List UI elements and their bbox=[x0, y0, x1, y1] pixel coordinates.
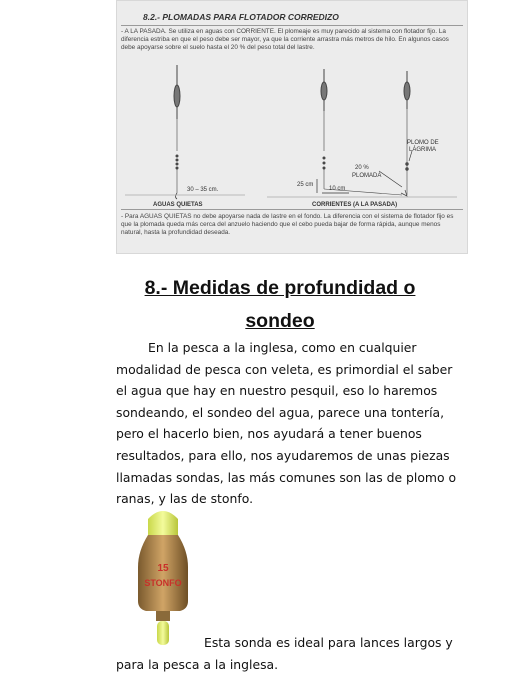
sonda-tip bbox=[148, 511, 178, 535]
label-plomada: PLOMADA bbox=[352, 173, 382, 179]
sonda-label-stonfo: STONFO bbox=[144, 578, 182, 588]
caption-text: Esta sonda es ideal para lances largos y para la pesca a la inglesa. bbox=[116, 635, 453, 672]
sonda-caption bbox=[116, 632, 461, 675]
diagram-section-title: 8.2.- PLOMADAS PARA FLOTADOR CORREDIZO bbox=[143, 12, 339, 22]
section-heading bbox=[120, 272, 440, 338]
caption-corrientes: CORRIENTES (A LA PASADA) bbox=[312, 202, 398, 208]
diagram-outro-text: - Para AGUAS QUIETAS no debe apoyarse nada de lastre en el fondo. La diferencia con el sistema de flotador fijo es que la plomada queda más cerca del anzuelo haciendo que el cebo pueda bajar de forma rápida, aunque menos natural, hasta la profundidad deseada. bbox=[121, 213, 454, 236]
diagram-intro-text: - A LA PASADA. Se utiliza en aguas con CORRIENTE. El plomeaje es muy parecido al sistema con flotador fijo. La diferencia estriba en que el peso debe ser mayor, ya que la corriente arrastra más metros de hilo. En algunos casos debe apoyarse sobre el suelo hasta el 20 % del peso total del lastre. bbox=[121, 28, 449, 51]
float-corriente-2 bbox=[401, 71, 410, 196]
depth-label-quietas: 30 – 35 cm. bbox=[187, 187, 219, 193]
sonda-collar bbox=[156, 611, 170, 621]
stonfo-sonda-image bbox=[130, 505, 196, 650]
caption-aguas-quietas: AGUAS QUIETAS bbox=[153, 202, 203, 208]
sonda-label-15: 15 bbox=[157, 563, 169, 574]
label-lagrima: LÁGRIMA bbox=[409, 147, 437, 153]
diagram-bottom-rule bbox=[121, 209, 463, 210]
heading-line-2: sondeo bbox=[245, 310, 315, 332]
label-plomo-de: PLOMO DE bbox=[407, 140, 439, 146]
float-quietas bbox=[174, 65, 180, 199]
paragraph-text: En la pesca a la inglesa, como en cualquier modalidad de pesca con veleta, es primordial el saber el agua que hay en nuestro pesquil, eso lo haremos sondeando, el sondeo del agua, parece una tontería, pero el hacerlo bien, nos ayudará a tener buenos resultados, para ello, nos ayudaremos de unas piezas llamadas sondas, las más comunes son las de plomo o ranas, y las de stonfo. bbox=[116, 340, 457, 507]
depth-label-10cm: 10 cm bbox=[329, 186, 346, 192]
fishing-diagram-scan bbox=[116, 0, 468, 254]
depth-label-25cm: 25 cm bbox=[297, 182, 314, 188]
heading-line-1: 8.- Medidas de profundidad o bbox=[144, 277, 416, 299]
body-paragraph bbox=[116, 337, 461, 510]
label-20-percent: 20 % bbox=[355, 165, 369, 171]
